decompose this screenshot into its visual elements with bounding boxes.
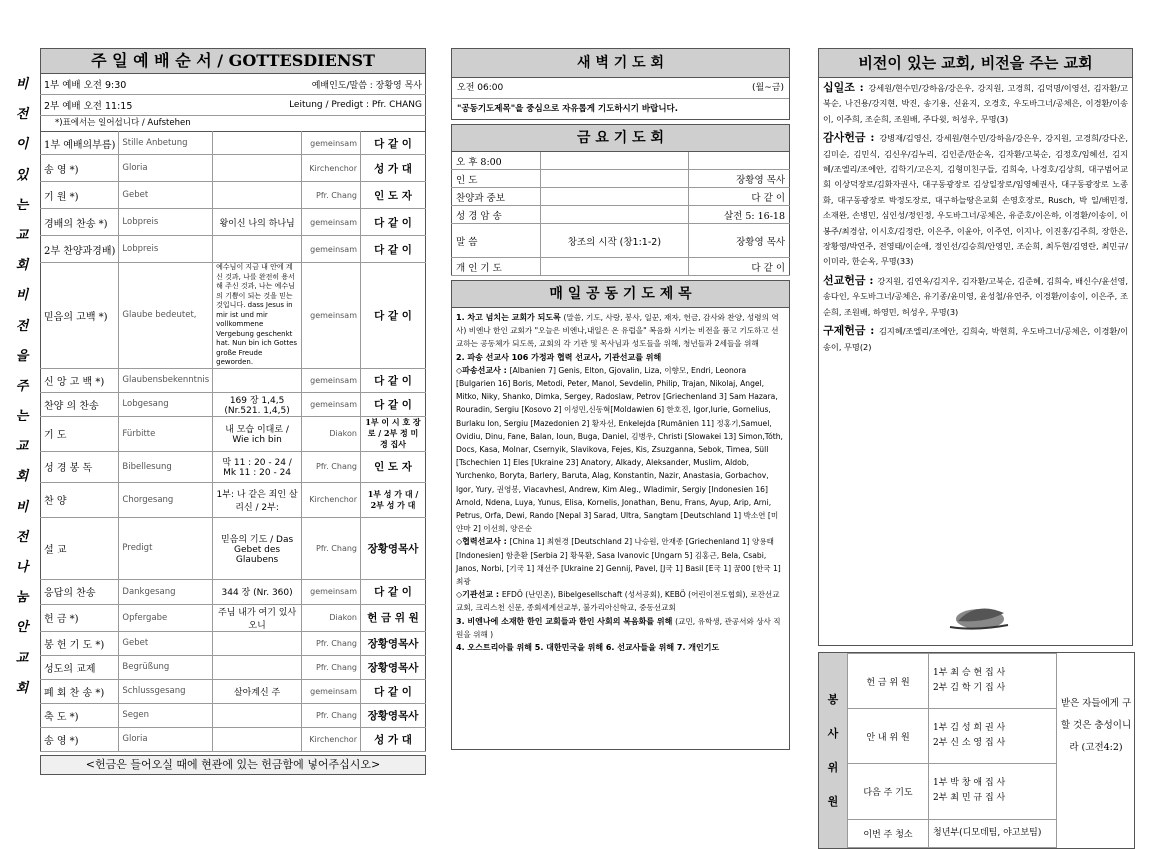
committee-row — [848, 819, 1057, 847]
motto-char: 회 — [15, 469, 29, 485]
friday-leader — [688, 152, 789, 170]
motto-char: 비 — [15, 499, 29, 515]
order-item-who: 인 도 자 — [361, 451, 426, 482]
order-item-lead: Pfr. Chang — [302, 631, 361, 655]
order-item-german: Lobgesang — [119, 392, 213, 416]
order-item-german: Glaube bedeutet, — [119, 263, 213, 369]
order-item-lead: gemeinsam — [302, 392, 361, 416]
order-item-detail — [213, 368, 302, 392]
motto-char: 교 — [15, 650, 29, 666]
order-item-lead: gemeinsam — [302, 132, 361, 155]
order-row — [41, 451, 426, 482]
order-row — [41, 482, 426, 517]
motto-char: 교 — [15, 227, 29, 243]
prayer-title: 매 일 공 동 기 도 제 목 — [451, 280, 790, 308]
friday-label: 찬양과 중보 — [452, 188, 541, 206]
order-item-german: Lobpreis — [119, 209, 213, 236]
committee-label: 다음 주 기도 — [848, 764, 929, 819]
order-row — [41, 579, 426, 604]
prayer-item — [456, 641, 785, 654]
committee-member: 1부 최 승 현 집 사 — [933, 668, 1006, 679]
bird-illustration-icon — [946, 593, 1012, 635]
order-item-detail: 막 11 : 20 - 24 / Mk 11 : 20 - 24 — [213, 451, 302, 482]
committee-member: 2부 최 민 규 집 사 — [933, 793, 1006, 804]
friday-leader: 장황영 목사 — [688, 224, 789, 258]
prayer-item-head: ◇기관선교 : — [456, 590, 502, 600]
committee-side-char: 원 — [827, 795, 839, 808]
order-item-detail — [213, 631, 302, 655]
prayer-item-body: [China 1] 최현경 [Deutschland 2] 나승원, 안재종 [Griechenland 1] 양용태 [Indonesien] 함춘환 [Serbia 2] 황묵환, Sasa Ivanovic [Ungarn 5] 김홍근, Bela, Csabi, Janos, Norbi, [기국 1] 채선주 [Ukraine 2] Gennij, Pavel, [J국 1] Basil [E국 1] 꿈00 [한국 1] 최광 — [456, 537, 781, 587]
committee-label: 이번 주 청소 — [848, 819, 929, 847]
order-item-detail — [213, 132, 302, 155]
service-side — [819, 653, 848, 848]
prayer-item-body: EFDÖ (난민촌), Bibelgesellschaft (성서공회), KEBÖ (어린이전도협회), 로잔선교교회, 크리스천 신문, 종회세계선교부, 불가리아신학교, 중동선교회 — [456, 590, 780, 613]
order-item-german: Lobpreis — [119, 236, 213, 263]
friday-detail — [541, 152, 689, 170]
motto-char: 는 — [15, 197, 29, 213]
order-item-lead: Diakon — [302, 604, 361, 631]
prayer-item-body: (교민, 유학생, 관공서와 상사 직원을 위해 ) — [456, 616, 781, 639]
order-item-lead: Kirchenchor — [302, 727, 361, 751]
order-item-who: 다 같 이 — [361, 236, 426, 263]
order-item-detail: 왕이신 나의 하나님 — [213, 209, 302, 236]
committee-row — [848, 764, 1057, 819]
committee-table — [847, 653, 1057, 848]
committee-members — [929, 764, 1057, 819]
service-time-row — [41, 95, 426, 116]
order-row — [41, 727, 426, 751]
offering-section-head: 십일조 : — [823, 81, 869, 94]
order-item-detail: 주님 내가 여기 있사오니 — [213, 604, 302, 631]
friday-leader: 다 같 이 — [688, 258, 789, 276]
committee-side-char: 봉 — [827, 693, 839, 706]
order-row — [41, 236, 426, 263]
motto-char: 이 — [15, 137, 29, 153]
order-item-lead: Diakon — [302, 416, 361, 451]
order-item-german: Begrüßung — [119, 655, 213, 679]
offering-list — [818, 78, 1133, 646]
prayer-item-head: ◇협력선교사 : — [456, 537, 510, 547]
order-item-who: 장황영목사 — [361, 703, 426, 727]
offering-section-names: 강병재/김영신, 강세원/현수민/강하음/강은우, 강지원, 고경희/강다온, 김미순, 김민식, 김신우/김누리, 김인준/한순옥, 김자환/고북순, 김정호/임혜선, 김지혜/조엘리/조에안, 김학기/고은지, 김형미친구들, 김희숙, 나경호/김상희, 대구범어교회 이상덕장로/김화자권사, 대구동광장로 김상일장로/임영혜권사, 대구동광장로 노종화, 대구동광장로 박정도장로, 대구하늘땅은교회 손영호장로, Rusch, 박 일/배민정, 소재완, 손병민, 심인성/정인정, 우도바그너/공체은, 유준호/이은하, 이경환/이송이, 이봉주/최경삼, 이시호/김정란, 이은주, 이윤아, 이주연, 이지나, 이진홍/김주희, 장한은, 장황영/박연주, 전영태/이순애, 정인선/김승희/안영민, 조순희, 최두현/김영란, 최민규/이미라, 한순옥, 무명(33) — [823, 133, 1128, 267]
service-committee — [818, 652, 1135, 849]
motto-char: 있 — [15, 167, 29, 183]
friday-label: 개 인 기 도 — [452, 258, 541, 276]
order-row — [41, 655, 426, 679]
committee-side-char: 사 — [827, 727, 839, 740]
worship-order — [40, 48, 426, 775]
friday-row — [452, 224, 790, 258]
order-row — [41, 368, 426, 392]
motto-char: 전 — [15, 318, 29, 334]
order-item-german: Fürbitte — [119, 416, 213, 451]
motto-char: 회 — [15, 258, 29, 274]
motto-char: 을 — [15, 348, 29, 364]
prayer-item-head: 2. 파송 선교사 106 가정과 협력 선교사, 기관선교를 위해 — [456, 352, 662, 362]
order-item-detail: 344 장 (Nr. 360) — [213, 579, 302, 604]
committee-label: 헌 금 위 원 — [848, 654, 929, 709]
service-time-leader: 예배인도/말씀 : 장황영 목사 — [196, 74, 425, 95]
order-row — [41, 517, 426, 579]
committee-member: 청년부(디모데팀, 야고보팀) — [933, 827, 1042, 838]
order-item-name: 찬 양 — [41, 482, 119, 517]
order-item-lead: gemeinsam — [302, 236, 361, 263]
committee-member: 2부 김 학 기 집 사 — [933, 683, 1006, 694]
committee-members — [929, 819, 1057, 847]
bible-verse: 받은 자들에게 구할 것은 충성이니라 (고전4:2) — [1060, 698, 1132, 753]
dawn-note: "공동기도제목"을 중심으로 자유롭게 기도하시기 바랍니다. — [457, 104, 678, 114]
order-item-german: Dankgesang — [119, 579, 213, 604]
service-time-name: 1부 예배 오전 9:30 — [41, 74, 197, 95]
order-item-who: 다 같 이 — [361, 132, 426, 155]
motto-char: 비 — [15, 77, 29, 92]
offering-section-names: 강지원, 김연옥/김지우, 김자환/고북순, 김준혜, 김희숙, 배신수/윤선영, 송다인, 우도바그너/공체은, 유기종/윤미영, 윤성철/유연주, 이경환/이송이, 이은주, 조순희, 조원배, 하영민, 허성우, 무명(3) — [823, 275, 1129, 317]
order-item-who: 다 같 이 — [361, 679, 426, 703]
order-item-who: 성 가 대 — [361, 727, 426, 751]
prayer-item — [456, 364, 785, 536]
committee-members — [929, 709, 1057, 764]
friday-row — [452, 152, 790, 170]
order-row — [41, 416, 426, 451]
offering-section — [819, 130, 1132, 270]
friday-leader: 살전 5: 16-18 — [688, 206, 789, 224]
prayer-item — [456, 311, 785, 351]
motto-char: 나 — [15, 560, 29, 575]
order-row — [41, 679, 426, 703]
committee-row — [848, 709, 1057, 764]
order-item-detail: 내 모습 이대로 / Wie ich bin — [213, 416, 302, 451]
order-item-name: 축 도 *) — [41, 703, 119, 727]
prayer-item-head: 1. 차고 넘치는 교회가 되도록 — [456, 313, 564, 322]
offerings — [818, 48, 1133, 840]
order-item-lead: gemeinsam — [302, 263, 361, 369]
service-time-row — [41, 74, 426, 95]
service-time-name: 2부 예배 오전 11:15 — [41, 95, 197, 116]
friday-label: 인 도 — [452, 170, 541, 188]
order-item-name: 기 도 — [41, 416, 119, 451]
order-item-german: Glaubensbekenntnis — [119, 368, 213, 392]
order-item-who: 장황영목사 — [361, 655, 426, 679]
order-item-german: Schlussgesang — [119, 679, 213, 703]
order-row — [41, 604, 426, 631]
order-item-name: 1부 예배의부름) — [41, 132, 119, 155]
order-item-who: 다 같 이 — [361, 209, 426, 236]
dawn-days: (월~금) — [752, 83, 784, 93]
motto-char: 전 — [15, 107, 29, 123]
committee-member: 1부 박 창 애 집 사 — [933, 778, 1006, 789]
order-item-lead: gemeinsam — [302, 209, 361, 236]
stand-note: *)표에서는 일어섭니다 / Aufstehen — [40, 116, 426, 131]
order-item-lead: Kirchenchor — [302, 482, 361, 517]
offering-section-head: 선교헌금 : — [823, 273, 878, 287]
order-item-name: 응답의 찬송 — [41, 579, 119, 604]
order-item-who: 장황영목사 — [361, 517, 426, 579]
committee-member: 1부 김 성 희 권 사 — [933, 723, 1006, 734]
offering-section — [819, 80, 1132, 127]
friday-detail — [541, 206, 689, 224]
dawn-title: 새 벽 기 도 회 — [451, 48, 790, 78]
order-item-name: 성 경 봉 독 — [41, 451, 119, 482]
order-item-name: 신 앙 고 백 *) — [41, 368, 119, 392]
order-item-german: Chorgesang — [119, 482, 213, 517]
service-time-leader: Leitung / Predigt : Pfr. CHANG — [196, 95, 425, 116]
order-item-name: 찬양 의 찬송 — [41, 392, 119, 416]
order-table — [40, 131, 426, 752]
order-item-detail: 예수님이 지금 내 안에 계신 것과, 나를 완전히 용서해 주신 것과, 나는 예수님의 기쁨이 되는 것을 믿는 것입니다. dass Jesus in mir ist und mir vollkommene Vergebung geschenkt hat. Nun bin ich Gottes große Freude geworden. — [213, 263, 302, 369]
order-item-who: 다 같 이 — [361, 579, 426, 604]
order-item-german: Bibellesung — [119, 451, 213, 482]
committee-members — [929, 654, 1057, 709]
order-item-name: 경배의 찬송 *) — [41, 209, 119, 236]
motto-char: 전 — [15, 529, 29, 545]
order-item-lead: Pfr. Chang — [302, 451, 361, 482]
friday-label: 성 경 암 송 — [452, 206, 541, 224]
order-row — [41, 631, 426, 655]
order-item-who: 다 같 이 — [361, 263, 426, 369]
order-item-detail — [213, 236, 302, 263]
order-row — [41, 263, 426, 369]
offering-section — [819, 273, 1132, 320]
friday-row — [452, 170, 790, 188]
order-row — [41, 182, 426, 209]
friday-row — [452, 258, 790, 276]
order-item-name: 송 영 *) — [41, 727, 119, 751]
committee-member: 2부 신 소 영 집 사 — [933, 738, 1006, 749]
order-item-german: Opfergabe — [119, 604, 213, 631]
order-item-detail — [213, 155, 302, 182]
motto-char: 주 — [15, 378, 29, 394]
order-row — [41, 392, 426, 416]
order-row — [41, 703, 426, 727]
order-item-who: 다 같 이 — [361, 368, 426, 392]
friday-label: 말 씀 — [452, 224, 541, 258]
order-item-lead: Pfr. Chang — [302, 517, 361, 579]
prayer-item-head: ◇파송선교사 : — [456, 365, 510, 375]
order-row — [41, 209, 426, 236]
friday-leader: 장황영 목사 — [688, 170, 789, 188]
order-item-detail: 169 장 1,4,5 (Nr.521. 1,4,5) — [213, 392, 302, 416]
order-item-name: 폐 회 찬 송 *) — [41, 679, 119, 703]
order-item-lead: Kirchenchor — [302, 155, 361, 182]
order-item-german: Segen — [119, 703, 213, 727]
offering-section-head: 구제헌금 : — [823, 324, 880, 338]
order-item-german: Predigt — [119, 517, 213, 579]
order-item-name: 헌 금 *) — [41, 604, 119, 631]
order-row — [41, 155, 426, 182]
motto-char: 눔 — [15, 590, 29, 606]
offering-footer: <헌금은 들어오실 때에 현관에 있는 헌금함에 넣어주십시오> — [40, 755, 426, 775]
motto-char: 교 — [15, 439, 29, 455]
friday-detail: 창조의 시작 (창1:1-2) — [541, 224, 689, 258]
offering-section-names: 김지혜/조엘리/조에안, 김희숙, 박현희, 우도바그너/공체은, 이경환/이송이, 무명(2) — [823, 326, 1128, 352]
prayer-item — [456, 351, 785, 364]
friday-title: 금 요 기 도 회 — [451, 124, 790, 152]
prayer-list — [451, 308, 790, 750]
order-item-who: 인 도 자 — [361, 182, 426, 209]
order-item-german: Gebet — [119, 631, 213, 655]
order-item-german: Gloria — [119, 727, 213, 751]
offering-section — [819, 323, 1132, 355]
order-item-who: 헌 금 위 원 — [361, 604, 426, 631]
order-row — [41, 132, 426, 155]
order-item-name: 설 교 — [41, 517, 119, 579]
friday-detail — [541, 258, 689, 276]
order-item-name: 송 영 *) — [41, 155, 119, 182]
order-item-detail: 믿음의 기도 / Das Gebet des Glaubens — [213, 517, 302, 579]
service-times — [40, 74, 426, 116]
order-item-name: 성도의 교제 — [41, 655, 119, 679]
committee-side-char: 위 — [827, 761, 839, 774]
order-item-lead: gemeinsam — [302, 579, 361, 604]
order-item-german: Stille Anbetung — [119, 132, 213, 155]
offering-section-names: 강세원/현수민/강하음/강은우, 강지원, 고경희, 김덕명/이영선, 김자환/고북순, 나건용/강지현, 박진, 송기용, 신윤지, 오경호, 우도바그너/공체은, 이경환/이송이, 이주희, 조순희, 조원배, 주다윗, 허성우, 무명(3) — [823, 83, 1128, 124]
prayer-item-body: (말씀, 기도, 사랑, 봉사, 일꾼, 재자, 헌금, 감사와 찬양, 성령의 역사) 비엔나 한인 교회가 "오늘은 비엔나,내일은 온 유럽을" 복음화 시키는 비전을 품고 기도하고 선교하는 공동체가 되도록, 교회의 각 기관 및 목사님과 성도들을 위해, 청년들과 2세들을 위해 — [456, 313, 779, 349]
order-item-who: 성 가 대 — [361, 155, 426, 182]
order-item-lead: gemeinsam — [302, 368, 361, 392]
committee-label: 안 내 위 원 — [848, 709, 929, 764]
order-item-detail: 1부: 나 같은 죄인 살리신 / 2부: — [213, 482, 302, 517]
order-item-name: 기 원 *) — [41, 182, 119, 209]
order-item-lead: Pfr. Chang — [302, 182, 361, 209]
order-item-name: 봉 헌 기 도 *) — [41, 631, 119, 655]
order-item-who: 1부 이 시 호 장로 / 2부 정 미 경 집사 — [361, 416, 426, 451]
order-item-german: Gloria — [119, 155, 213, 182]
order-item-detail — [213, 727, 302, 751]
motto-char: 비 — [15, 288, 29, 304]
order-item-name: 2부 찬양과경배) — [41, 236, 119, 263]
committee-row — [848, 654, 1057, 709]
friday-label: 오 후 8:00 — [452, 152, 541, 170]
prayer-item-body: [Albanien 7] Genis, Elton, Gjovalin, Liza, 이향모, Endri, Leonora [Bulgarien 16] Boris, Metodi, Peter, Manol, Sevdelin, Philip, Trajan, Nikolaj, Angel, Mitko, Niky, Shanko, Dimka, Sergey, Radoslaw, Petrov [Griechenland 3] Sam Hazara, Rouradin, Sergiu [Kosovo 2] 이성민,신동혁[Moldawien 6] 한호진, Igor,Iurie, Gornelius, Burlaku Ion, Sergiu [Mazedonien 2] 황자선, Enkelejda [Rumänien 11] 정홍기,Samuel, Ovidiu, Dinu, Fane, Balan, Ioun, Buga, Daniel, 김병우, Christi [Slowakei 13] Simon,Tóth, Docs, Kasa, Molnar, Csernyik, Slavikova, Fejes, Kis, Zsuzganna, Sebok, Timea, Süll [Tschechien 1] Eles [Ukraine 23] Anatory, Alkady, Aleksander, Muslim, Aldob, Yurchenko, Boryta, Barlery, Baruta, Alag, Konstantin, Nazir, Anastasia, Gorbachov, Igor, Yury, 권영봉, Viacavhesl, Andrew, Kim Aleg., Wladimir, Sergiy [Indonesien 16] Arnold, Ndena, Luya, Yunus, Elisa, Kornelis, Jonathan, Benu, Frans, Ayup, Arip, Arni, Petrus, Orfa, Dewi, Rando [Nepal 3] Sarad, Ultra, Sangtam [Deutschland 1] 박소연 [미얀마 2] 이선희, 양은순 — [456, 365, 783, 534]
friday-row — [452, 206, 790, 224]
order-item-detail — [213, 655, 302, 679]
order-item-lead: Pfr. Chang — [302, 655, 361, 679]
order-item-german: Gebet — [119, 182, 213, 209]
friday-detail — [541, 170, 689, 188]
vertical-motto — [12, 70, 32, 704]
dawn-time: 오전 06:00 — [457, 83, 504, 93]
motto-char: 는 — [15, 409, 29, 425]
order-item-name: 믿음의 고백 *) — [41, 263, 119, 369]
prayer-item-head: 3. 비엔나에 소재한 한인 교회들과 한인 사회의 복음화를 위해 — [456, 616, 676, 626]
order-item-detail — [213, 182, 302, 209]
worship-title: 주 일 예 배 순 서 / GOTTESDIENST — [40, 48, 426, 74]
motto-char: 회 — [15, 680, 29, 696]
order-item-who: 다 같 이 — [361, 392, 426, 416]
order-item-lead: Pfr. Chang — [302, 703, 361, 727]
order-item-detail: 살아계신 주 — [213, 679, 302, 703]
friday-detail — [541, 188, 689, 206]
friday-row — [452, 188, 790, 206]
order-item-who: 1부 성 가 대 / 2부 성 가 대 — [361, 482, 426, 517]
prayer-item — [456, 535, 785, 588]
motto-char: 안 — [15, 620, 29, 636]
order-item-detail — [213, 703, 302, 727]
prayer-item-head: 4. 오스트리아를 위해 5. 대한민국을 위해 6. 선교사들을 위해 7. 개인기도 — [456, 643, 720, 653]
friday-table — [451, 152, 790, 276]
order-item-lead: gemeinsam — [302, 679, 361, 703]
prayer-item — [456, 588, 785, 614]
order-item-who: 장황영목사 — [361, 631, 426, 655]
offering-section-head: 감사헌금 : — [823, 131, 880, 145]
vision-title: 비전이 있는 교회, 비전을 주는 교회 — [818, 48, 1133, 78]
prayer-meetings — [451, 48, 790, 750]
prayer-item — [456, 615, 785, 641]
friday-leader: 다 같 이 — [688, 188, 789, 206]
